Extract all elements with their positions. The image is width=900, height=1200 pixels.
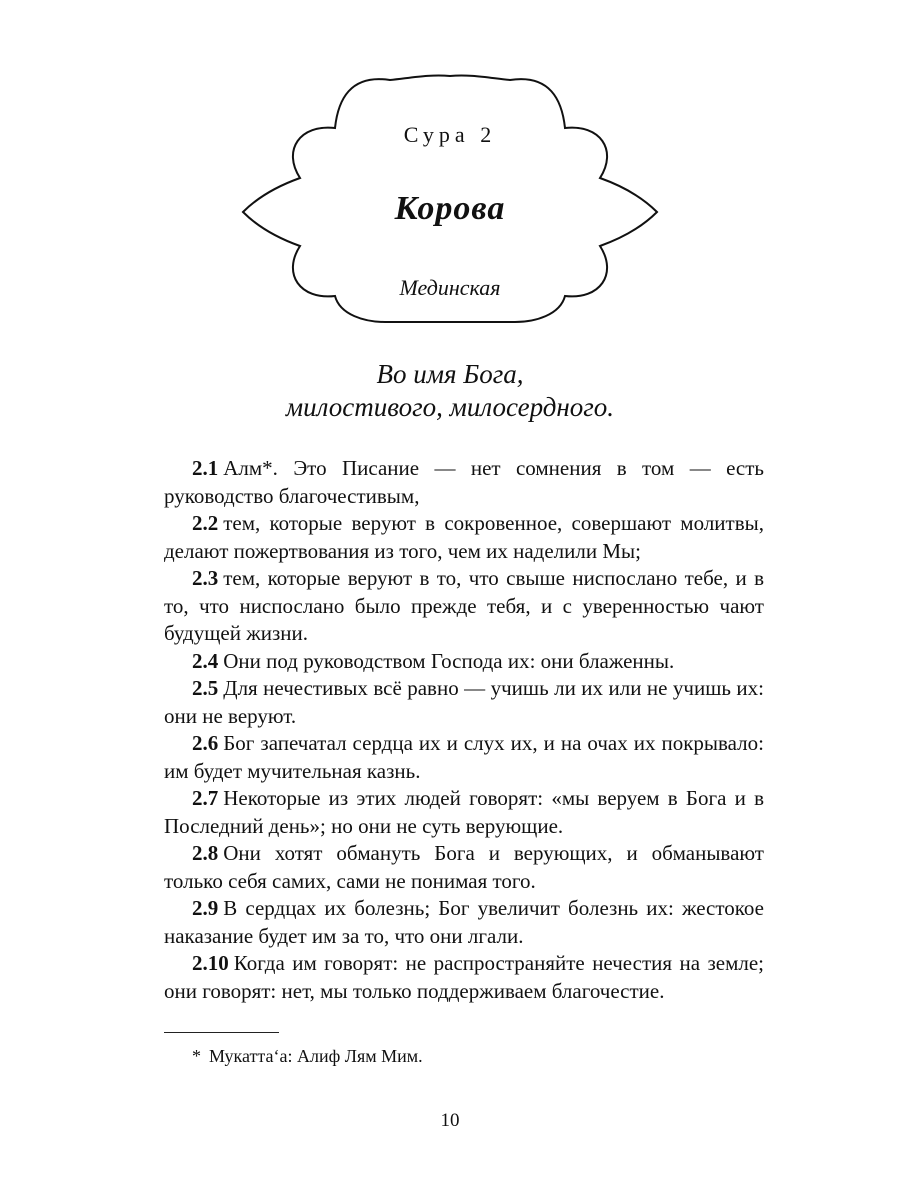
verse-number: 2.2	[192, 511, 219, 535]
verse	[164, 510, 764, 565]
verse	[164, 455, 764, 510]
verse-number: 2.6	[192, 731, 219, 755]
verse-number: 2.1	[192, 456, 219, 480]
verse-text: тем, которые веруют в то, что свыше ниспослано тебе, и в то, что ниспослано было прежде тебя, и с уверенностью чают будущей жизни.	[164, 566, 764, 645]
verse	[164, 675, 764, 730]
sura-label: Сура 2	[403, 122, 497, 147]
verse-number: 2.4	[192, 648, 219, 673]
verse-list	[164, 455, 764, 1005]
verse-text: Когда им говорят: не распространяйте нечестия на земле; они говорят: нет, мы только поддерживаем благочестие.	[164, 951, 764, 1003]
verse	[164, 950, 764, 1005]
verse-text: Бог запечатал сердца их и слух их, и на очах их покрывало: им будет мучительная казнь.	[164, 731, 764, 783]
verse	[164, 648, 764, 676]
verse	[164, 840, 764, 895]
sura-title: Корова	[394, 190, 506, 227]
footnote-mark: *	[192, 1046, 201, 1066]
verse	[164, 730, 764, 785]
basmala-line-2: милостивого, милосердного.	[285, 392, 615, 422]
verse	[164, 895, 764, 950]
verse-number: 2.5	[192, 676, 219, 700]
verse	[164, 785, 764, 840]
verse	[164, 565, 764, 648]
verse-number: 2.9	[192, 896, 219, 920]
verse-number: 2.10	[192, 951, 229, 975]
verse-text: В сердцах их болезнь; Бог увеличит болезнь их: жестокое наказание будет им за то, что они лгали.	[164, 896, 764, 948]
verse-text: Они хотят обмануть Бога и верующих, и обманывают только себя самих, сами не понимая того.	[164, 841, 764, 893]
verse-text: Для нечестивых всё равно — учишь ли их или не учишь их: они не веруют.	[164, 676, 764, 728]
page-number: 10	[440, 1110, 460, 1131]
footnote-divider	[164, 1032, 279, 1033]
verse-number: 2.7	[192, 786, 219, 810]
sura-origin: Мединская	[399, 275, 501, 300]
verse-text: Алм*. Это Писание — нет сомнения в том — есть руководство благочестивым,	[164, 456, 764, 508]
footnote	[192, 1046, 423, 1067]
verse-number: 2.3	[192, 566, 219, 590]
verse-text: тем, которые веруют в сокровенное, совершают молитвы, делают пожертвования из того, чем их наделили Мы;	[164, 511, 764, 563]
verse-text: Некоторые из этих людей говорят: «мы веруем в Бога и в Последний день»; но они не суть верующие.	[164, 786, 764, 838]
verse-number: 2.8	[192, 841, 219, 865]
basmala-line-1: Во имя Бога,	[376, 359, 524, 389]
verse-text: Они под руководством Господа их: они блаженны.	[223, 648, 675, 673]
footnote-text: Мукатта‘а: Алиф Лям Мим.	[209, 1046, 423, 1066]
basmala	[0, 358, 900, 424]
